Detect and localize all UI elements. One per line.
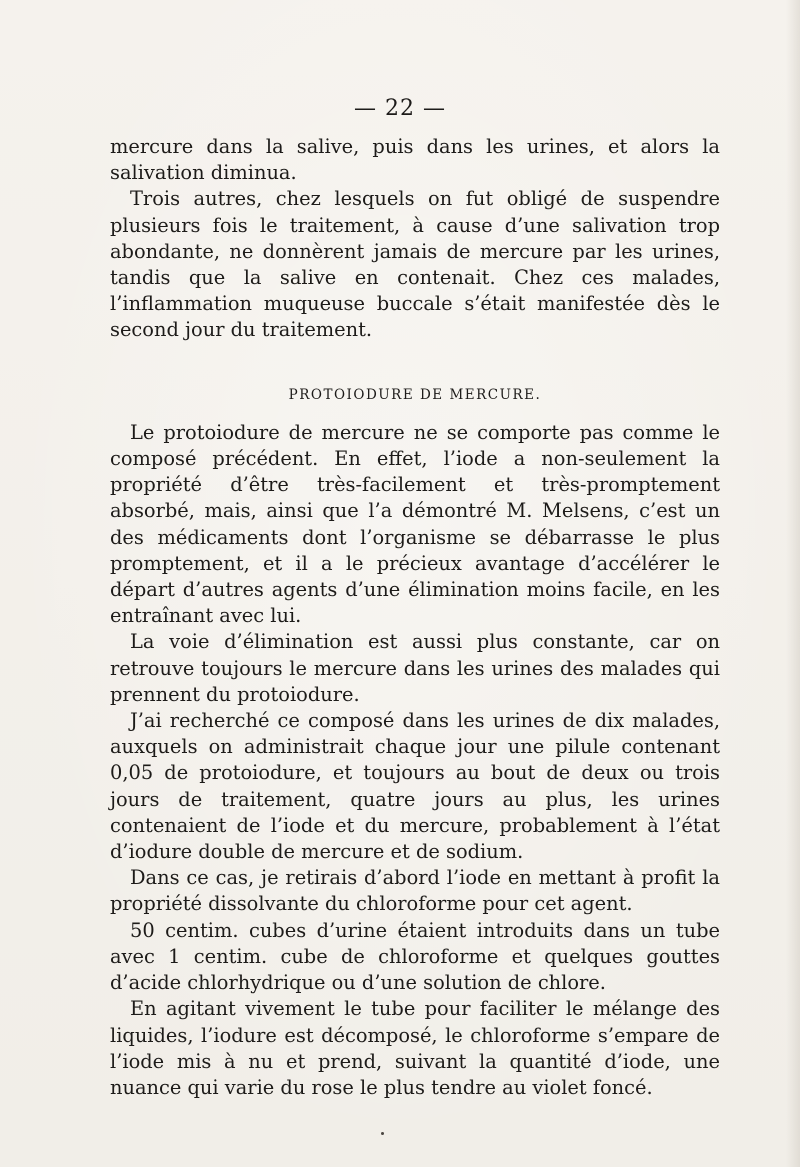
page-edge-shadow — [786, 0, 800, 1167]
body-text — [110, 134, 720, 1101]
paragraph-dans-ce-cas: Dans ce cas, je retirais d’abord l’iode en mettant à profit la propriété dissolvante du chloroforme pour cet agent. — [110, 866, 720, 916]
paragraph-en-agitant: En agitant vivement le tube pour faciliter le mélange des liquides, l’iodure est décomposé, le chloroforme s’empare de l’iode mis à nu et prend, suivant la quantité d’iode, une nuance qui varie du rose le plus tendre au violet foncé. — [110, 997, 720, 1099]
paragraph-voie-elimination: La voie d’élimination est aussi plus constante, car on retrouve toujours le mercure dans les urines des malades qui prennent du protoiodure. — [110, 630, 720, 706]
ink-speck — [381, 1132, 384, 1135]
section-heading: PROTOIODURE DE MERCURE. — [288, 386, 542, 403]
paragraph-protoiodure: Le protoiodure de mercure ne se comporte pas comme le composé précédent. En effet, l’iode a non-seulement la propriété d’être très-facilement et très-promptement absorbé, mais, ainsi que l’a démontré M. Melsens, c’est un des médicaments dont l’organisme se débarrasse le plus promptement, et il a le précieux avantage d’accélérer le départ d’autres agents d’une élimination moins facile, en les entraînant avec lui. — [110, 420, 720, 628]
paragraph-cinquante-centim: 50 centim. cubes d’urine étaient introduits dans un tube avec 1 centim. cube de chloroforme et quelques gouttes d’acide chlorhydrique ou d’une solution de chlore. — [110, 918, 720, 995]
page-number: — 22 — — [354, 96, 446, 121]
paragraph-trois-autres: Trois autres, chez lesquels on fut obligé de suspendre plusieurs fois le traitement, à cause d’une salivation trop abondante, ne donnèrent jamais de mercure par les urines, tandis que la salive en contenait. Chez ces malades, l’inflammation muqueuse buccale s’était manifestée dès le second jour du traitement. — [110, 187, 720, 342]
paragraph-continuation: mercure dans la salive, puis dans les urines, et alors la salivation diminua. — [110, 135, 720, 185]
paragraph-recherche: J’ai recherché ce composé dans les urines de dix malades, auxquels on administrait chaque jour une pilule contenant 0,05 de protoiodure, et toujours au bout de deux ou trois jours de traitement, quatre jours au plus, les urines contenaient de l’iode et du mercure, probablement à l’état d’iodure double de mercure et de sodium. — [110, 709, 720, 864]
